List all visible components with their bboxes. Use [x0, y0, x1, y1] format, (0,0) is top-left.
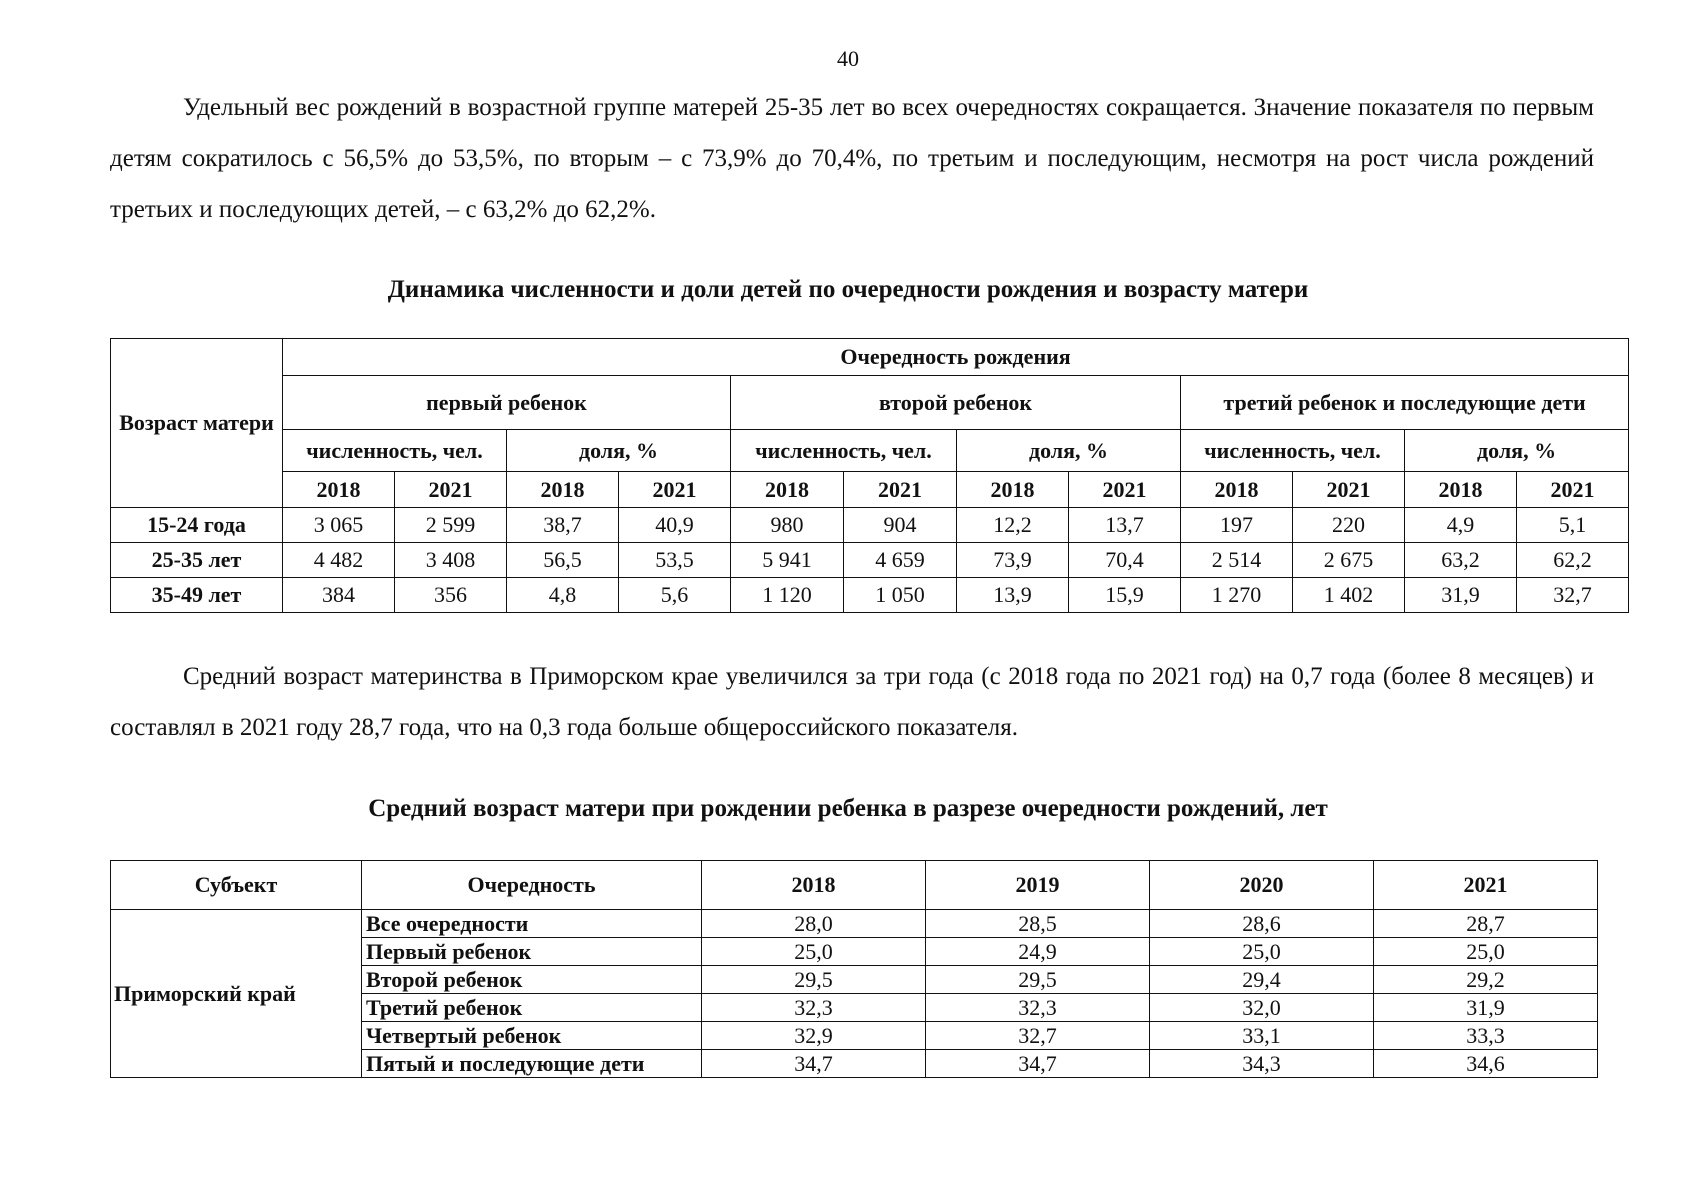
year-header: 2021 — [1517, 472, 1629, 508]
value-cell: 25,0 — [702, 938, 926, 966]
value-cell: 12,2 — [957, 508, 1069, 543]
value-cell: 13,9 — [957, 578, 1069, 613]
value-cell: 53,5 — [619, 543, 731, 578]
value-cell: 1 120 — [731, 578, 844, 613]
value-cell: 29,2 — [1374, 966, 1598, 994]
year-header: 2018 — [731, 472, 844, 508]
value-cell: 29,5 — [926, 966, 1150, 994]
value-cell: 73,9 — [957, 543, 1069, 578]
year-header: 2021 — [395, 472, 507, 508]
subheader-share: доля, % — [1405, 430, 1629, 472]
value-cell: 3 065 — [283, 508, 395, 543]
value-cell: 34,7 — [702, 1050, 926, 1078]
value-cell: 40,9 — [619, 508, 731, 543]
value-cell: 25,0 — [1374, 938, 1598, 966]
page-number: 40 — [837, 46, 859, 71]
maternal-age-table — [110, 860, 1598, 1078]
value-cell: 4,9 — [1405, 508, 1517, 543]
table-row — [111, 508, 1629, 543]
paragraph-maternal-age: Средний возраст материнства в Приморском крае увеличился за три года (с 2018 года по 2021 год) на 0,7 года (более 8 месяцев) и составлял в 2021 году 28,7 года, что на 0,3 года больше общероссийского показателя. — [110, 663, 1594, 741]
header-order: Очередность — [362, 861, 702, 910]
age-group-cell: 35-49 лет — [111, 578, 283, 613]
value-cell: 904 — [844, 508, 957, 543]
paragraph-birth-share: Удельный вес рождений в возрастной группе матерей 25-35 лет во всех очередностях сокращается. Значение показателя по первым детям сократилось с 56,5% до 53,5%, по вторым – с 73,9% до 70,4%, по третьим и последующим, несмотря на рост числа рождений третьих и последующих детей, – с 63,2% до 62,2%. — [110, 94, 1594, 223]
order-cell: Пятый и последующие дети — [362, 1050, 702, 1078]
value-cell: 38,7 — [507, 508, 619, 543]
age-header: Возраст матери — [111, 339, 283, 508]
subheader-share: доля, % — [507, 430, 731, 472]
value-cell: 32,0 — [1150, 994, 1374, 1022]
order-cell: Третий ребенок — [362, 994, 702, 1022]
value-cell: 62,2 — [1517, 543, 1629, 578]
value-cell: 28,6 — [1150, 910, 1374, 938]
value-cell: 5,6 — [619, 578, 731, 613]
value-cell: 4,8 — [507, 578, 619, 613]
subheader-count: численность, чел. — [283, 430, 507, 472]
value-cell: 4 659 — [844, 543, 957, 578]
table-row — [111, 910, 1598, 938]
order-cell: Первый ребенок — [362, 938, 702, 966]
value-cell: 4 482 — [283, 543, 395, 578]
year-header: 2021 — [619, 472, 731, 508]
subheader-share: доля, % — [957, 430, 1181, 472]
value-cell: 28,5 — [926, 910, 1150, 938]
value-cell: 33,1 — [1150, 1022, 1374, 1050]
value-cell: 5,1 — [1517, 508, 1629, 543]
value-cell: 28,0 — [702, 910, 926, 938]
value-cell: 384 — [283, 578, 395, 613]
group-third-child: третий ребенок и последующие дети — [1181, 376, 1629, 430]
value-cell: 980 — [731, 508, 844, 543]
value-cell: 33,3 — [1374, 1022, 1598, 1050]
value-cell: 15,9 — [1069, 578, 1181, 613]
year-header: 2018 — [507, 472, 619, 508]
value-cell: 3 408 — [395, 543, 507, 578]
header-year: 2021 — [1374, 861, 1598, 910]
value-cell: 5 941 — [731, 543, 844, 578]
value-cell: 29,4 — [1150, 966, 1374, 994]
age-group-cell: 25-35 лет — [111, 543, 283, 578]
value-cell: 1 270 — [1181, 578, 1293, 613]
value-cell: 2 599 — [395, 508, 507, 543]
table1-title: Динамика численности и доли детей по очередности рождения и возрасту матери — [387, 276, 1309, 303]
group-second-child: второй ребенок — [731, 376, 1181, 430]
value-cell: 32,7 — [926, 1022, 1150, 1050]
year-header: 2021 — [1069, 472, 1181, 508]
subject-cell: Приморский край — [111, 910, 362, 1078]
value-cell: 70,4 — [1069, 543, 1181, 578]
year-header: 2018 — [1405, 472, 1517, 508]
value-cell: 2 514 — [1181, 543, 1293, 578]
order-cell: Все очередности — [362, 910, 702, 938]
birth-order-table — [110, 338, 1629, 613]
value-cell: 29,5 — [702, 966, 926, 994]
value-cell: 220 — [1293, 508, 1405, 543]
value-cell: 28,7 — [1374, 910, 1598, 938]
value-cell: 34,6 — [1374, 1050, 1598, 1078]
header-year: 2019 — [926, 861, 1150, 910]
value-cell: 32,7 — [1517, 578, 1629, 613]
header-year: 2020 — [1150, 861, 1374, 910]
order-cell: Второй ребенок — [362, 966, 702, 994]
subheader-count: численность, чел. — [1181, 430, 1405, 472]
year-header: 2021 — [844, 472, 957, 508]
value-cell: 32,3 — [926, 994, 1150, 1022]
table-row — [111, 578, 1629, 613]
order-cell: Четвертый ребенок — [362, 1022, 702, 1050]
order-header: Очередность рождения — [283, 339, 1629, 376]
table-row — [111, 543, 1629, 578]
value-cell: 34,7 — [926, 1050, 1150, 1078]
year-header: 2018 — [283, 472, 395, 508]
header-year: 2018 — [702, 861, 926, 910]
header-subject: Субъект — [111, 861, 362, 910]
value-cell: 31,9 — [1374, 994, 1598, 1022]
value-cell: 13,7 — [1069, 508, 1181, 543]
value-cell: 1 050 — [844, 578, 957, 613]
subheader-count: численность, чел. — [731, 430, 957, 472]
value-cell: 25,0 — [1150, 938, 1374, 966]
value-cell: 34,3 — [1150, 1050, 1374, 1078]
value-cell: 356 — [395, 578, 507, 613]
value-cell: 2 675 — [1293, 543, 1405, 578]
year-header: 2018 — [957, 472, 1069, 508]
value-cell: 56,5 — [507, 543, 619, 578]
age-group-cell: 15-24 года — [111, 508, 283, 543]
value-cell: 24,9 — [926, 938, 1150, 966]
value-cell: 197 — [1181, 508, 1293, 543]
value-cell: 1 402 — [1293, 578, 1405, 613]
year-header: 2018 — [1181, 472, 1293, 508]
group-first-child: первый ребенок — [283, 376, 731, 430]
table2-title: Средний возраст матери при рождении ребенка в разрезе очередности рождений, лет — [368, 795, 1328, 822]
year-header: 2021 — [1293, 472, 1405, 508]
value-cell: 32,9 — [702, 1022, 926, 1050]
value-cell: 63,2 — [1405, 543, 1517, 578]
value-cell: 32,3 — [702, 994, 926, 1022]
value-cell: 31,9 — [1405, 578, 1517, 613]
